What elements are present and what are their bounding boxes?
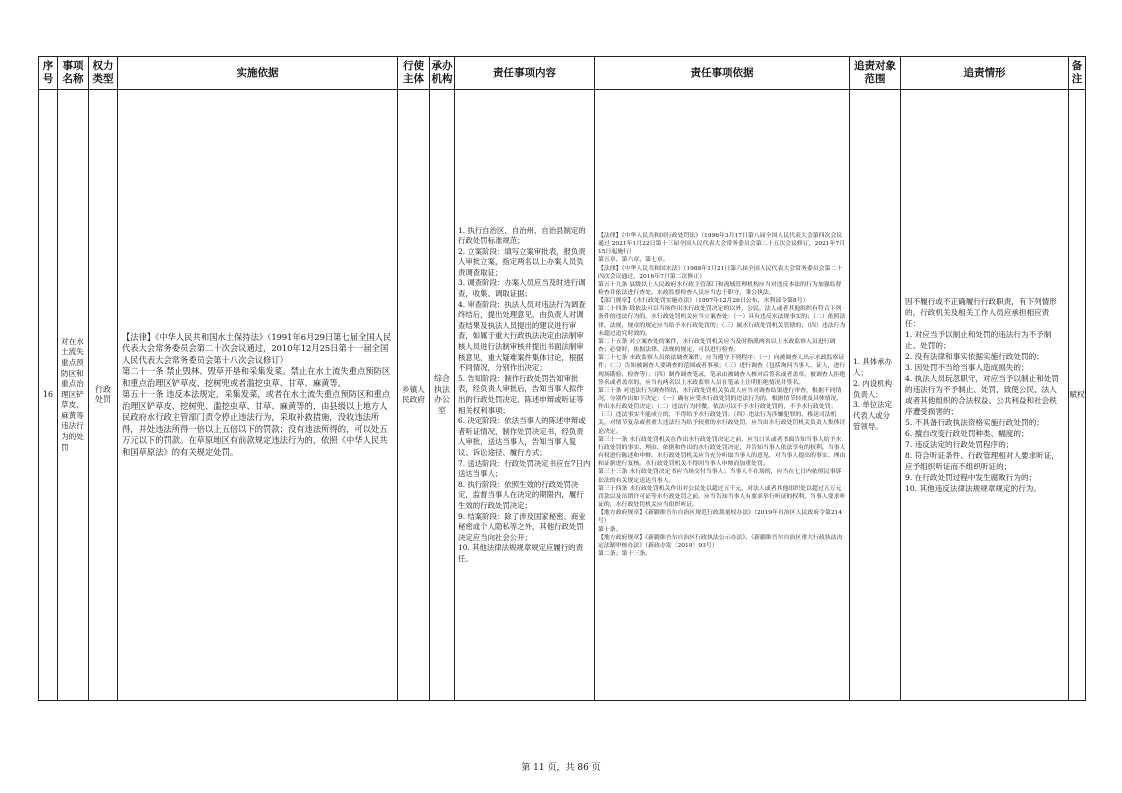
header-seq: 序 号	[39, 57, 58, 90]
responsibility-table	[38, 56, 1086, 701]
accountability-text: 因不履行或不正确履行行政职责，有下列情形的，行政机关及相关工作人员应承担相应责任： 1. 对应当予以制止和处罚的违法行为不予制止、处罚的； 2. 没有法律和事实依据实施行政处罚的； 3. 因处罚不当给当事人造成损失的； 4. 执法人员玩忽职守，对应当予以制止和处罚的违法行为不予制止、处罚，致使公民、法人或者其他组织的合法权益、公共利益和社会秩序遭受损害的； 5. 不具备行政执法资格实施行政处罚的； 6. 擅自改变行政处罚种类、幅度的； 7. 违反法定的行政处罚程序的； 8. 符合听证条件、行政管理相对人要求听证，应予组织听证而不组织听证的； 9. 在行政处罚过程中发生腐败行为的； 10. 其他违反法律法规规章规定的行为。	[905, 297, 1059, 493]
header-org: 承办 机构	[430, 57, 455, 90]
org-text: 综合 执法 办公 室	[434, 374, 450, 415]
header-power-type: 权力 类型	[89, 57, 118, 90]
note-text: 赋权	[1069, 389, 1085, 399]
header-duty-basis: 责任事项依据	[595, 57, 850, 90]
duty-text: 1. 执行自治区、自治州、自治县制定的行政处罚标准规范； 2. 立案阶段：填写立案审批表，报负责人审批立案，指定两名以上办案人员负责调查取证； 3. 调查阶段：办案人员应当及时进行调查，收集、调取证据； 4. 审查阶段：执法人员对违法行为调查终结后，提出处理意见，由负责人对调查结果及执法人员提出的建议进行审查，如属于重大行政执法决定由法制审核人员进行法制审核并提出书面法制审核意见，重大疑难案件集体讨论，根据不同情况，分别作出决定； 5. 告知阶段：制作行政处罚告知审批表，经负责人审批后，告知当事人拟作出的行政处罚决定、陈述申辩或听证等相关权利事项； 6. 决定阶段：依法当事人的陈述申辩或者听证情况，制作处罚决定书，经负责人审批，送达当事人，告知当事人复议、诉讼途径、履行方式； 7. 送达阶段：行政处罚决定书应在7日内送达当事人； 8. 执行阶段：依照生效的行政处罚决定，监督当事人在决定的期限内，履行生效的行政处罚决定； 9. 结案阶段：除了涉及国家秘密、商业秘密或个人隐私等之外，其他行政处罚决定应当向社会公开； 10. 其他法律法规规章规定应履行的责任。	[458, 225, 591, 563]
cell-duty	[455, 90, 595, 701]
cell-note	[1069, 90, 1086, 701]
header-duty: 责任事项内容	[455, 57, 595, 90]
cell-duty-basis	[595, 90, 850, 701]
cell-item-name	[58, 90, 89, 701]
header-note: 备 注	[1069, 57, 1086, 90]
cell-org	[430, 90, 455, 701]
header-basis: 实施依据	[118, 57, 398, 90]
header-row	[39, 57, 1086, 90]
page-footer: 第 11 页，共 86 页	[521, 763, 601, 773]
cell-basis	[118, 90, 398, 701]
cell-subject	[398, 90, 430, 701]
header-subject: 行使 主体	[398, 57, 430, 90]
seq-text: 16	[42, 389, 54, 399]
power-type-text: 行政 处罚	[95, 384, 111, 404]
cell-seq	[39, 90, 58, 701]
scope-text: 1. 具体承办人； 2. 内设机构负责人； 3. 单位法定代表人或分管领导。	[853, 357, 892, 431]
cell-scope	[850, 90, 901, 701]
subject-text: 乡镇人 民政府	[402, 384, 425, 404]
cell-power-type	[89, 90, 118, 701]
basis-text: 【法律】《中华人民共和国水土保持法》（1991年6月29日第七届全国人民代表大会常务委员会第二十次会议通过，2010年12月25日第十一届全国人民代表大会常务委员会第十八次会议修订） 第二十一条 禁止毁林、毁草开垦和采集发菜。禁止在水土流失重点预防区和重点治理区铲草皮、挖树兜或者滥挖虫草、甘草、麻黄等。 第五十一条 违反本法规定，采集发菜，或者在水土流失重点预防区和重点治理区铲草皮、挖树兜、滥挖虫草、甘草、麻黄等的，由县级以上地方人民政府水行政主管部门责令停止违法行为，采取补救措施，没收违法所得，并处违法所得一倍以上五倍以下的罚款；没有违法所得的，可以处五万元以下的罚款。在草原地区有前款规定违法行为的，依照《中华人民共和国草原法》的有关规定处罚。	[122, 331, 392, 457]
duty-basis-text: 【法律】《中华人民共和国行政处罚法》（1996年3月17日第八届全国人民代表大会第四次会议通过 2021年1月22日第十三届全国人民代表大会常务委员会第二十五次会议修订，2021年7月15日起施行） 第五章、第六章、第七章。 【法律】《中华人民共和国水法》（1988年1月21日第六届全国人民代表大会常务委员会第二十四次会议通过，2016年7月第二次修正） 第五十九条 县级以上人民政府水行政主管部门和流域管理机构应当对违反本法的行为加强监督检查并依法进行查处。水政监督检查人员应当忠于职守，秉公执法。 【部门规章】《水行政处罚实施办法》（1997年12月26日公布，水利部令第8号） 第二十四条 除依法可以当场作出水行政处罚决定的以外，公民、法人或者其他组织有符合下列条件的违法行为的，水行政处罚机关应当立案查处：（一）具有违反水法规事实的；（二）依照法律、法规、规章的规定应当给予水行政处罚的；（三）属水行政处罚机关管辖的；（四）违法行为未超过追究时效的。 第二十五条 对立案查处的案件，水行政处罚机关应当及时指派两名以上水政监察人员进行调查；必要时，依据法律、法规的规定，可以进行检查。 第二十七条 水政监察人员依法调查案件，应当遵守下列程序：（一）向被调查人出示水政监察证件；（二）告知被调查人要调查的范围或者事项；（三）进行调查（包括询问当事人、证人，进行现场勘验、检查等）；（四）制作调查笔录，笔录由被调查人核对后签名或者盖章。被调查人拒绝签名或者盖章的，应当有两名以上水政监察人员在笔录上注明拒绝情况并签名。 第三十条 对违法行为调查终结，水行政处罚机关负责人应当对调查结果进行审查，根据不同情况，分别作出如下决定：（一）确有应受水行政处罚的违法行为的，根据情节轻重及具体情况，作出水行政处罚决定；（二）违法行为轻微，依法可以不予水行政处罚的，不予水行政处罚；（三）违法事实不能成立的，不得给予水行政处罚；（四）违法行为涉嫌犯罪的，移送司法机关。对情节复杂或者重大违法行为给予较重的水行政处罚，应当由水行政处罚机关负责人集体讨论决定。 第三十一条 水行政处罚机关在作出水行政处罚决定之前，应当口头或者书面告知当事人给予水行政处罚的事实、理由、依据和作出的水行政处罚决定，并告知当事人依法享有的权利。当事人有权进行陈述和申辩。水行政处罚机关应当充分听取当事人的意见，对当事人提出的事实、理由和证据进行复核。水行政处罚机关不得因当事人申辩而加重处罚。 第三十三条 水行政处罚决定书应当场交付当事人；当事人不在场的，应当在七日内依照民事诉讼法的有关规定送达当事人。 第三十四条 水行政处罚机关作出对公民处以超过五千元、对法人或者其他组织处以超过五万元罚款以及吊销许可证等水行政处罚之前，应当告知当事人有要求举行听证的权利。当事人要求听证的，水行政处罚机关应当组织听证。 【地方政府规章】《新疆维吾尔自治区规范行政裁量权办法》（2019年自治区人民政府令第214号） 第十条。 【地方政府规章】《新疆维吾尔自治区行政执法公示办法》、《新疆维吾尔自治区重大行政执法决定法制审核办法》（新政办发〔2019〕93号） 第二条；第十三条。	[598, 232, 846, 557]
header-scope: 追责对象 范围	[850, 57, 901, 90]
cell-accountability	[901, 90, 1069, 701]
item-name-text: 对在水 土流失 重点预 防区和 重点治 理区铲 草皮、 麻黄等 违法行 为的处 罚	[61, 336, 84, 452]
header-item-name: 事项 名称	[58, 57, 89, 90]
table-row	[39, 90, 1086, 701]
header-accountability: 追责情形	[901, 57, 1069, 90]
